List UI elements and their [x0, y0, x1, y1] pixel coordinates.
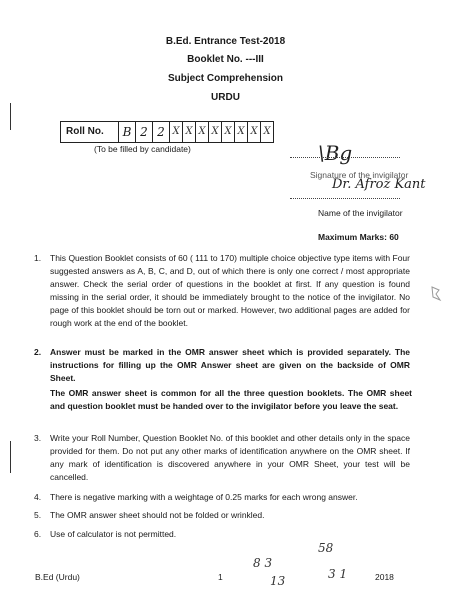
roll-digit[interactable]: B: [119, 122, 136, 142]
handwritten-scribble: 58: [318, 541, 334, 555]
signature-label: Signature of the invigilator: [310, 170, 409, 180]
roll-crossed-cell[interactable]: X: [209, 122, 222, 142]
roll-digit[interactable]: 2: [153, 122, 170, 142]
instruction-text: Write your Roll Number, Question Booklet No. of this booklet and other details only in the space provided for them. Do not put any other marks of identification anywhere on the OMR sheet. If any mark of identification is discovered anywhere in your OMR Sheet, your test will be cancelled.: [50, 433, 410, 482]
instruction-number: 1.: [34, 253, 42, 263]
invigilator-name-scrawl: Dr. Afroz Kant: [332, 177, 426, 192]
maximum-marks: Maximum Marks: 60: [318, 232, 399, 242]
roll-crossed-cell[interactable]: X: [183, 122, 196, 142]
name-line: [290, 198, 400, 199]
language-title: URDU: [211, 92, 240, 103]
roll-crossed-cell[interactable]: X: [263, 126, 271, 137]
margin-mark: [10, 103, 11, 130]
handwritten-scribble: 8 3: [253, 556, 273, 570]
instruction-text: The OMR answer sheet should not be folded or wrinkled.: [50, 510, 265, 520]
roll-number-label: Roll No.: [61, 122, 119, 142]
instruction-number: 5.: [34, 510, 42, 520]
instruction-number: 6.: [34, 529, 42, 539]
instruction-number: 4.: [34, 492, 42, 502]
roll-digit[interactable]: 2: [136, 122, 153, 142]
footer-subject: B.Ed (Urdu): [35, 572, 80, 582]
invigilator-signature-scrawl: \Bg: [318, 141, 353, 165]
roll-crossed-cell[interactable]: X: [222, 122, 235, 142]
instruction-text: Use of calculator is not permitted.: [50, 529, 177, 539]
handwritten-scribble: 13: [270, 574, 286, 588]
omr-note: The OMR answer sheet is common for all the three question booklets. The OMR sheet and question booklet must be handed over to the invigilator before you leave the seat.: [50, 388, 412, 411]
footer-year: 2018: [375, 572, 394, 582]
page-number: 1: [218, 572, 223, 582]
signature-line: [290, 157, 400, 158]
instruction-number: 2.: [34, 347, 42, 357]
roll-crossed-cell[interactable]: X: [235, 122, 248, 142]
roll-crossed-cell[interactable]: X: [170, 122, 183, 142]
instruction-text: This Question Booklet consists of 60 ( 111 to 170) multiple choice objective type items with Four suggested answers as A, B, C, and D, out of which there is only one correct / most appropriate answer. Check the serial order of questions in the booklet at first. If any question is found missing in the serial order, it should be immediately brought to the notice of the invigilator. No page of this booklet should be torn out or marked. However, two additional pages are added for rough work at the end of the booklet.: [50, 253, 410, 328]
roll-crossed-cell[interactable]: X: [196, 122, 209, 142]
handwritten-scribble: 3 1: [328, 567, 348, 581]
name-label: Name of the invigilator: [318, 208, 403, 218]
instruction-text: Answer must be marked in the OMR answer sheet which is provided separately. The instructions for filling up the OMR Answer sheet are given on the backside of OMR Sheet.: [50, 347, 410, 383]
instruction-number: 3.: [34, 433, 42, 443]
instruction-text: There is negative marking with a weightage of 0.25 marks for each wrong answer.: [50, 492, 358, 502]
margin-mark: [10, 441, 11, 473]
scan-speck-icon: [430, 285, 442, 303]
roll-number-box[interactable]: [60, 121, 274, 143]
exam-title: B.Ed. Entrance Test-2018: [165, 36, 286, 47]
roll-number-note: (To be filled by candidate): [94, 144, 191, 154]
booklet-number: Booklet No. ---III: [187, 54, 264, 65]
roll-crossed-cell[interactable]: X: [248, 122, 261, 142]
subject-title: Subject Comprehension: [167, 73, 283, 84]
